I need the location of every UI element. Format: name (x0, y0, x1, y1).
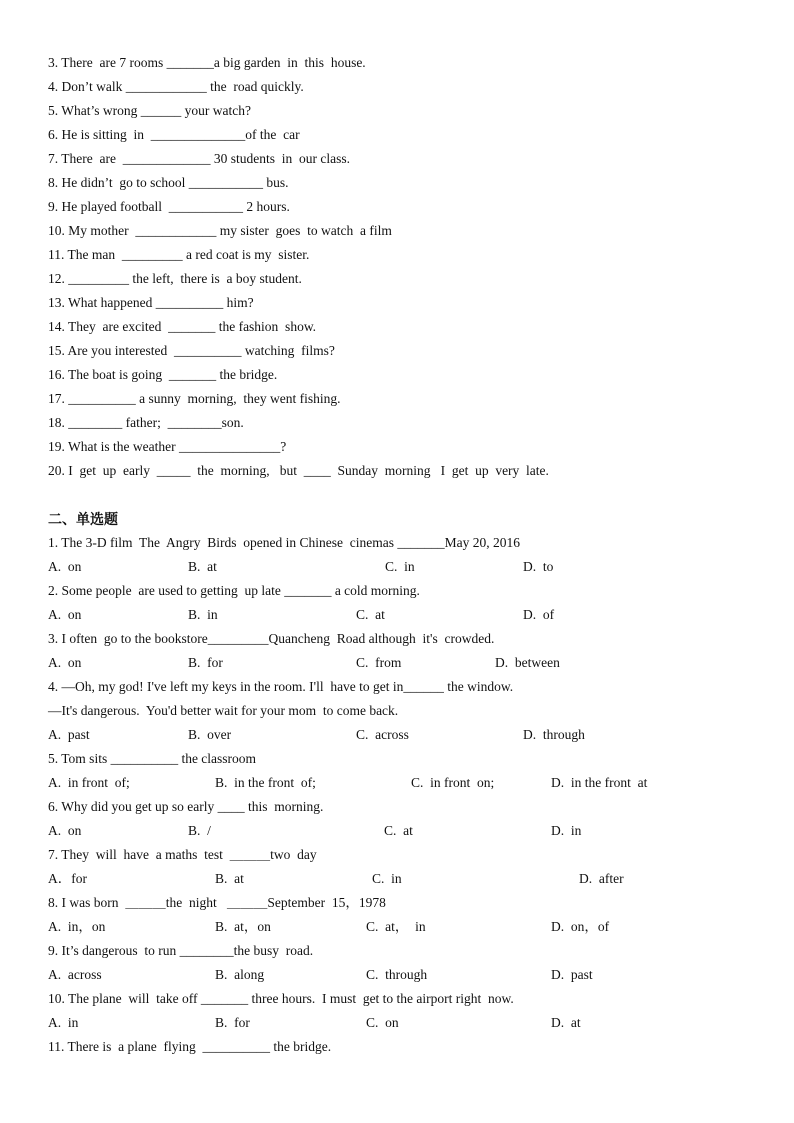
mcq-option[interactable]: D. through (523, 727, 585, 742)
fill-blank-question: 6. He is sitting in ______________of the car (48, 127, 300, 142)
mcq-question: 8. I was born ＿＿＿the night ＿＿＿September 15，1978 (48, 895, 386, 910)
fill-blank-question: 20. I get up early _____ the morning, but ____ Sunday morning I get up very late. (48, 463, 549, 478)
mcq-option[interactable]: B. at (215, 871, 244, 886)
mcq-option[interactable]: C. in (372, 871, 402, 886)
mcq-option[interactable]: A. on (48, 559, 82, 574)
mcq-option[interactable]: A. on (48, 655, 82, 670)
fill-blank-question: 13. What happened __________ him? (48, 295, 254, 310)
mcq-option[interactable]: B. over (188, 727, 232, 742)
mcq-option[interactable]: B. along (215, 967, 265, 982)
mcq-question: 5. Tom sits __________ the classroom (48, 751, 257, 766)
mcq-option[interactable]: C. at， in (366, 919, 426, 934)
mcq-option[interactable]: A. in front of; (48, 775, 130, 790)
fill-blank-question: 19. What is the weather _______________? (48, 439, 287, 454)
mcq-option[interactable]: C. on (366, 1015, 399, 1030)
fill-blank-question: 15. Are you interested __________ watching films? (48, 343, 335, 358)
mcq-option[interactable]: D. past (551, 967, 593, 982)
fill-blank-question: 14. They are excited _______ the fashion show. (48, 319, 317, 334)
mcq-question: 2. Some people are used to getting up late _______ a cold morning. (48, 583, 420, 598)
mcq-question: 7. They will have a maths test ＿＿＿two day (48, 847, 317, 862)
mcq-question: 4. —Oh, my god! I've left my keys in the room. I'll have to get in______ the window. (48, 679, 514, 694)
mcq-option[interactable]: D. after (579, 871, 624, 886)
mcq-question: 11. There is a plane flying __________ the bridge. (48, 1039, 332, 1054)
fill-blank-question: 10. My mother ____________ my sister goes to watch a film (48, 223, 392, 238)
fill-blank-question: 16. The boat is going _______ the bridge. (48, 367, 278, 382)
mcq-question: 6. Why did you get up so early ____ this morning. (48, 799, 324, 814)
mcq-option[interactable]: C. in front on; (411, 775, 495, 790)
section-heading: 二、单选题 (48, 512, 118, 528)
mcq-option[interactable]: D. of (523, 607, 555, 622)
mcq-question: 1. The 3-D film The Angry Birds opened in Chinese cinemas _______May 20, 2016 (48, 535, 520, 550)
mcq-option[interactable]: C. across (356, 727, 409, 742)
mcq-option[interactable]: B. for (215, 1015, 250, 1030)
mcq-option[interactable]: C. from (356, 655, 402, 670)
fill-blank-question: 7. There are _____________ 30 students in our class. (48, 151, 350, 166)
fill-blank-question: 11. The man _________ a red coat is my sister. (48, 247, 310, 262)
fill-blank-question: 9. He played football ___________ 2 hours. (48, 199, 290, 214)
fill-blank-question: 3. There are 7 rooms _______a big garden in this house. (48, 55, 366, 70)
mcq-option[interactable]: C. at (356, 607, 385, 622)
mcq-option[interactable]: A. in，on (48, 919, 106, 934)
mcq-option[interactable]: A. in (48, 1015, 79, 1030)
mcq-option[interactable]: D. on，of (551, 919, 610, 934)
mcq-option[interactable]: A. across (48, 967, 102, 982)
mcq-option[interactable]: A. on (48, 607, 82, 622)
mcq-option[interactable]: D. at (551, 1015, 581, 1030)
mcq-option[interactable]: A. past (48, 727, 90, 742)
fill-blank-question: 5. What’s wrong ______ your watch? (48, 103, 251, 118)
mcq-question: 3. I often go to the bookstore_________Quancheng Road although it's crowded. (48, 631, 495, 646)
mcq-option[interactable]: B. in (188, 607, 218, 622)
mcq-option[interactable]: B. at (188, 559, 217, 574)
fill-blank-question: 17. __________ a sunny morning, they went fishing. (48, 391, 341, 406)
mcq-option[interactable]: B. / (188, 823, 211, 838)
mcq-option[interactable]: D. to (523, 559, 554, 574)
mcq-option[interactable]: C. at (384, 823, 413, 838)
mcq-question: —It's dangerous. You'd better wait for your mom to come back. (48, 703, 399, 718)
mcq-option[interactable]: B. for (188, 655, 223, 670)
fill-blank-question: 12. _________ the left, there is a boy student. (48, 271, 302, 286)
mcq-option[interactable]: B. in the front of; (215, 775, 316, 790)
mcq-option[interactable]: D. in the front at (551, 775, 648, 790)
fill-blank-question: 4. Don’t walk ____________ the road quickly. (48, 79, 304, 94)
mcq-option[interactable]: D. between (495, 655, 560, 670)
mcq-option[interactable]: D. in (551, 823, 582, 838)
mcq-question: 10. The plane will take off _______ three hours. I must get to the airport right now. (48, 991, 514, 1006)
mcq-option[interactable]: C. through (366, 967, 428, 982)
mcq-option[interactable]: C. in (385, 559, 415, 574)
mcq-option[interactable]: A．for (48, 871, 87, 886)
mcq-option[interactable]: B. at，on (215, 919, 271, 934)
mcq-option[interactable]: A. on (48, 823, 82, 838)
mcq-question: 9. It’s dangerous to run ________the busy road. (48, 943, 314, 958)
fill-blank-question: 18. ________ father; ________son. (48, 415, 244, 430)
fill-blank-question: 8. He didn’t go to school ___________ bus. (48, 175, 289, 190)
